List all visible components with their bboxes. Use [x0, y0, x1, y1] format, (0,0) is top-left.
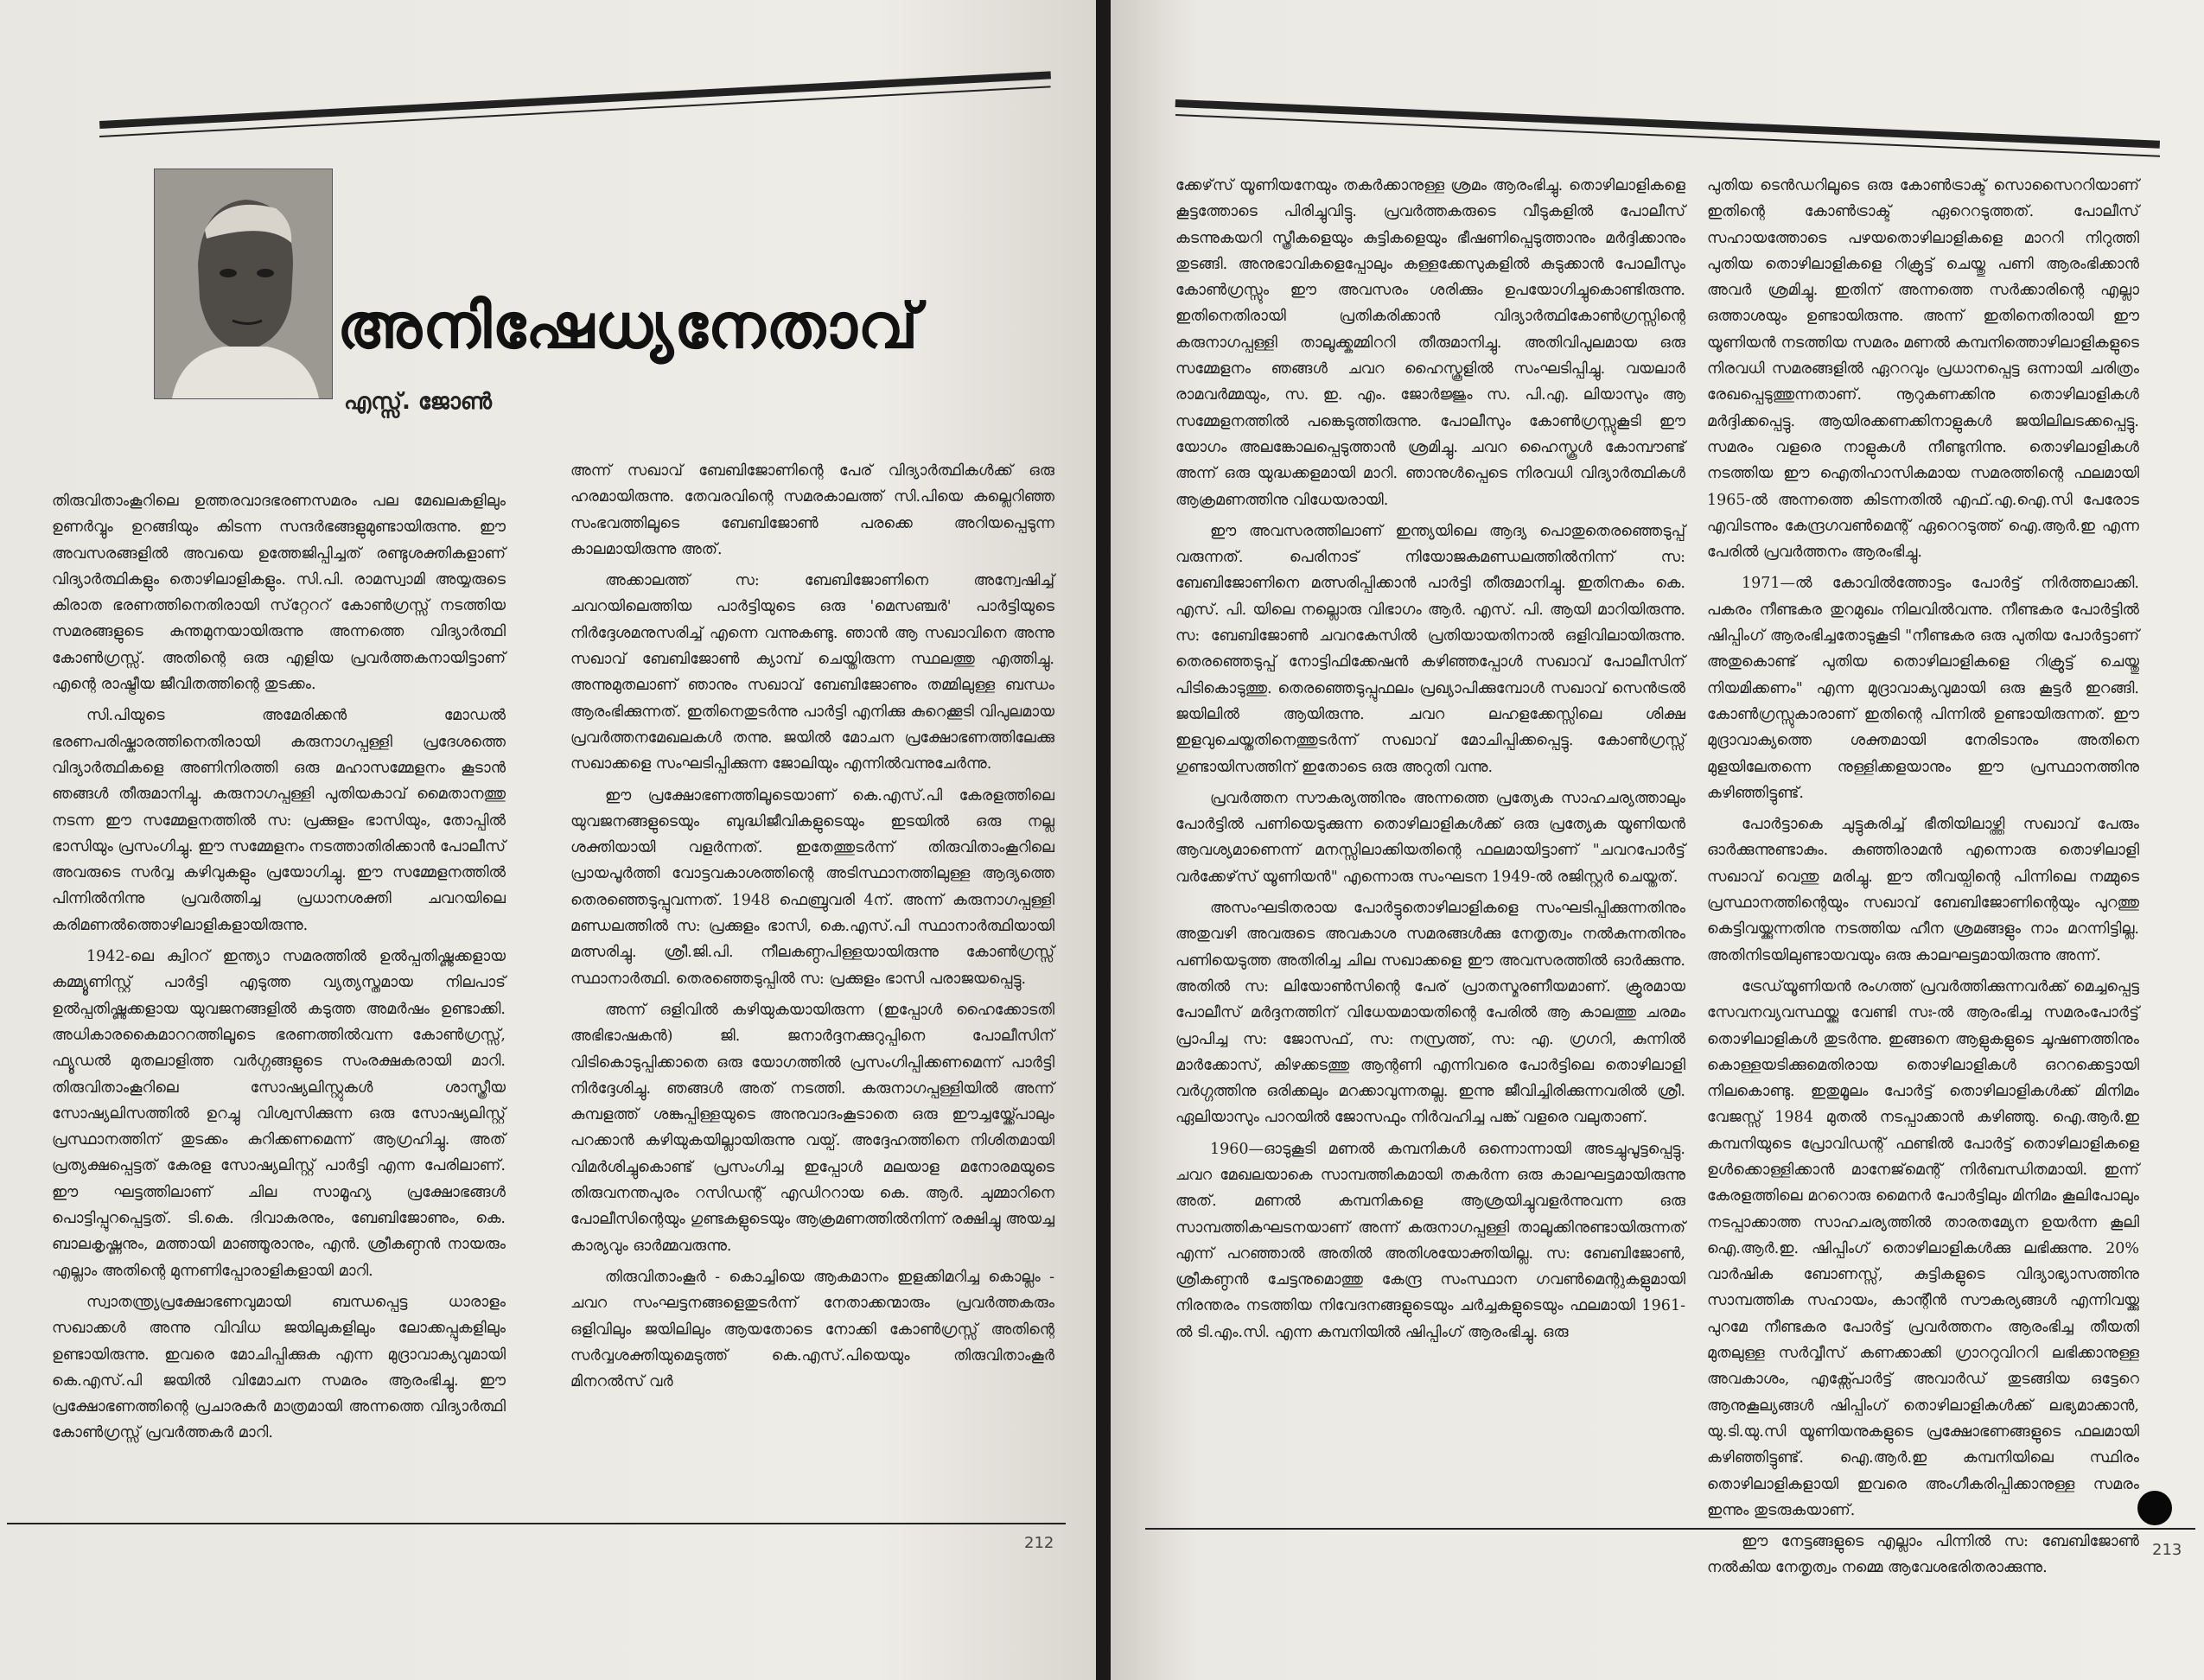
- paragraph: പോർട്ടാകെ ചുട്ടുകരിച്ച് ഭീതിയിലാഴ്ത്തി സഖാവ് പേരും ഓർക്കുന്നുണ്ടാകും. കുഞ്ഞിരാമൻ എന്നൊരു തൊഴിലാളി സഖാവ് വെന്തു മരിച്ചു. ഈ തീവയ്പിന്റെ പിന്നിലെ നമ്മുടെ പ്രസ്ഥാനത്തിന്റെയും സഖാവ് ബേബിജോണിന്റെയും പുറത്തു കെട്ടിവയ്ക്കുന്നതിനു നടത്തിയ ഹീന ശ്രമങ്ങളും നാം മറന്നിട്ടില്ല. അതിനിടയിലുണ്ടായവയും ഒരു കാലഘട്ടമായിരുന്നു അന്ന്.: [1707, 816, 2139, 964]
- paragraph: 1971—ൽ കോവിൽത്തോട്ടം പോർട്ട് നിർത്തലാക്കി. പകരം നീണ്ടകര തുറമുഖം നിലവിൽവന്നു. നീണ്ടകര പോർട്ടിൽ ഷിപ്പിംഗ് ആരംഭിച്ചതോടുകൂടി "നീണ്ടകര ഒരു പുതിയ പോർട്ടാണ് അതുകൊണ്ട് പുതിയ തൊഴിലാളികളെ റിക്രൂട്ട് ചെയ്തു നിയമിക്കണം" എന്ന മുദ്രാവാക്യവുമായി ഒരു കൂട്ടർ ഇറങ്ങി. കോൺഗ്രസ്സുകാരാണ് ഇതിന്റെ പിന്നിൽ ഉണ്ടായിരുന്നത്. ഈ മുദ്രാവാക്യത്തെ ശക്തമായി നേരിടാനും അതിനെ മുളയിലേതന്നെ നുള്ളിക്കളയാനും ഈ പ്രസ്ഥാനത്തിനു കഴിഞ്ഞിട്ടുണ്ട്.: [1707, 575, 2139, 802]
- paragraph: 1960—ഓടുകൂടി മണൽ കമ്പനികൾ ഒന്നൊന്നായി അടച്ചുപൂട്ടപ്പെട്ടു. ചവറ മേഖലയാകെ സാമ്പത്തികമായി തകർന്ന ഒരു കാലഘട്ടമായിരുന്നു അത്. മണൽ കമ്പനികളെ ആശ്രയിച്ചുവളർന്നുവന്ന ഒരു സാമ്പത്തികഘടനയാണ് അന്ന് കരുനാഗപ്പള്ളി താലൂക്കിനുണ്ടായിരുന്നത് എന്ന് പറഞ്ഞാൽ അതിൽ അതിശയോക്തിയില്ല. സ: ബേബിജോൺ, ശ്രീകണ്ഠൻ ചേട്ടനുമൊത്തു കേന്ദ്ര സംസ്ഥാന ഗവൺമെന്റുകളുമായി നിരന്തരം നടത്തിയ നിവേദനങ്ങളുടെയും ചർച്ചകളുടെയും ഫലമായി 1961-ൽ ടി.എം.സി. എന്ന കമ്പനിയിൽ ഷിപ്പിംഗ് ആരംഭിച്ചു. ഒരു: [1175, 1140, 1685, 1341]
- paragraph: അസംഘടിതരായ പോർട്ടുതൊഴിലാളികളെ സംഘടിപ്പിക്കുന്നതിനും അതുവഴി അവരുടെ അവകാശ സമരങ്ങൾക്കു നേതൃത്വം നൽകുന്നതിനും പണിയെടുത്ത അതിരിച്ച ചില സഖാക്കളെ ഈ അവസരത്തിൽ ഓർക്കുന്നു. അതിൽ സ: ലിയോൺസിന്റെ പേര് പ്രാതസ്മരണീയമാണ്. ക്രൂരമായ പോലീസ് മർദ്ദനത്തിന് വിധേയമായതിന്റെ പേരിൽ ആ കാലത്തു ചരമം പ്രാപിച്ച സ: ജോസഫ്, സ: നസ്രത്ത്, സ: എ. ഗ്രഗറി, കുന്നിൽ മാർക്കോസ്, കിഴക്കടത്തു ആന്റണി എന്നിവരെ പോർട്ടിലെ തൊഴിലാളി വർഗ്ഗത്തിനു ഒരിക്കലും മറക്കാവുന്നതല്ല. ഇന്നു ജീവിച്ചിരിക്കുന്നവരിൽ ശ്രീ. ഏലിയാസും പാറയിൽ ജോസഫും നിർവഹിച്ച പങ്ക് വളരെ വലുതാണ്.: [1175, 900, 1685, 1127]
- paragraph: ഈ പ്രക്ഷോഭണത്തിലൂടെയാണ് കെ.എസ്.പി കേരളത്തിലെ യുവജനങ്ങളുടെയും ബുദ്ധിജീവികളുടെയും ഇടയിൽ ഒരു നല്ല ശക്തിയായി വളർന്നത്. ഇതേത്തുടർന്ന് തിരുവിതാംകൂറിലെ പ്രായപൂർത്തി വോട്ടവകാശത്തിന്റെ അടിസ്ഥാനത്തിലുള്ള ആദ്യത്തെ തെരഞ്ഞെടുപ്പുവന്നത്. 1948 ഫെബ്രുവരി 4ന്. അന്ന് കരുനാഗപ്പള്ളി മണ്ഡലത്തിൽ സ: പ്രക്കുളം ഭാസി, കെ.എസ്.പി സ്ഥാനാർത്ഥിയായി മത്സരിച്ചു. ശ്രീ.ജി.പി. നീലകണ്ഠപിള്ളയായിരുന്നു കോൺഗ്രസ്സ് സ്ഥാനാർത്ഥി. തെരഞ്ഞെടുപ്പിൽ സ: പ്രക്കുളം ഭാസി പരാജയപ്പെട്ടു.: [570, 786, 1054, 988]
- footer-rule: [7, 1523, 1066, 1524]
- paragraph: തിരുവിതാംകൂറിലെ ഉത്തരവാദഭരണസമരം പല മേഖലകളിലും ഉണർവ്വും ഉറങ്ങിയും കിടന്ന സന്ദർഭങ്ങളുമുണ്ടായിരുന്നു. ഈ അവസരങ്ങളിൽ അവയെ ഉത്തേജിപ്പിച്ചത് രണ്ടുശക്തികളാണ് വിദ്യാർത്ഥികളും തൊഴിലാളികളും. സി.പി. രാമസ്വാമി അയ്യരുടെ കിരാത ഭരണത്തിനെതിരായി സ്‌റ്റേററ് കോൺഗ്രസ്സ് നടത്തിയ സമരങ്ങളുടെ കുന്തമുനയായിരുന്നു അന്നത്തെ വിദ്യാർത്ഥി കോൺഗ്രസ്സ്. അതിന്റെ ഒരു എളിയ പ്രവർത്തകനായിട്ടാണ് എന്റെ രാഷ്ട്രീയ ജീവിതത്തിന്റെ തുടക്കം.: [52, 493, 506, 694]
- paragraph: ഈ നേട്ടങ്ങളുടെ എല്ലാം പിന്നിൽ സ: ബേബിജോൺ നൽകിയ നേതൃത്വം നമ്മെ ആവേശഭരിതരാക്കുന്നു.: [1707, 1533, 2139, 1577]
- paragraph: തിരുവിതാംകൂർ - കൊച്ചിയെ ആകമാനം ഇളക്കിമറിച്ച കൊല്ലം - ചവറ സംഘട്ടനങ്ങളെതുടർന്ന് നേതാക്കന്മാരും പ്രവർത്തകരും ഒളിവിലും ജയിലിലും ആയതോടെ നോക്കി കോൺഗ്രസ്സ് അതിന്റെ സർവ്വശക്തിയുമെടുത്ത് കെ.എസ്.പിയെയും തിരുവിതാംകൂർ മിനറൽസ് വർ: [570, 1268, 1054, 1391]
- article-title: അനിഷേധ്യനേതാവ്: [337, 290, 920, 362]
- paragraph: അന്ന് ഒളിവിൽ കഴിയുകയായിരുന്ന (ഇപ്പോൾ ഹൈക്കോടതി അഭിഭാഷകൻ) ജി. ജനാർദ്ദനക്കുറുപ്പിനെ പോലീസിന് വിടികൊടുപ്പിക്കാതെ ഒരു യോഗത്തിൽ പ്രസംഗിപ്പിക്കണമെന്ന് പാർട്ടി നിർദ്ദേശിച്ചു. ഞങ്ങൾ അത് നടത്തി. കരുനാഗപ്പള്ളിയിൽ അന്ന് കുമ്പളത്ത് ശങ്കുപ്പിള്ളയുടെ അനുവാദംകൂടാതെ ഒരു ഈച്ചയ്ക്ക്പോലും പറക്കാൻ കഴിയുകയില്ലായിരുന്നു വയ്പ്. അദ്ദേഹത്തിനെ നിശിതമായി വിമർശിച്ചുകൊണ്ട് പ്രസംഗിച്ച ഇപ്പോൾ മലയാള മനോരമയുടെ തിരുവനന്തപുരം റസിഡന്റ് എഡിററായ കെ. ആർ. ചുമ്മാറിനെ പോലീസിന്റെയും ഗുണ്ടകളുടെയും ആക്രമണത്തിൽനിന്ന് രക്ഷിച്ചു അയച്ച കാര്യവും ഓർമ്മവരുന്നു.: [570, 1001, 1054, 1255]
- left-page: [0, 0, 1096, 1680]
- column-2: [570, 458, 1054, 1400]
- column-1: [52, 488, 506, 1452]
- header-rule-thin: [99, 86, 1051, 137]
- author-photo: [154, 169, 333, 399]
- paragraph: പ്രവർത്തന സൗകര്യത്തിനും അന്നത്തെ പ്രത്യേക സാഹചര്യത്താലും പോർട്ടിൽ പണിയെടുക്കുന്ന തൊഴിലാളികൾക്ക് ഒരു പ്രത്യേക യൂണിയൻ ആവശ്യമാണെന്ന് മനസ്സിലാക്കിയതിന്റെ ഫലമായിട്ടാണ് "ചവറപോർട്ട് വർക്കേഴ്‌സ് യൂണിയൻ" എന്നൊരു സംഘടന 1949-ൽ രജിസ്റ്റർ ചെയ്തത്.: [1175, 789, 1685, 886]
- header-rule: [1175, 99, 2160, 149]
- article-author: എസ്സ്. ജോൺ: [344, 389, 493, 415]
- right-page: [1111, 0, 2204, 1680]
- paragraph: സ്വാതന്ത്ര്യപ്രക്ഷോഭണവുമായി ബന്ധപ്പെട്ട ധാരാളം സഖാക്കൾ അന്നു വിവിധ ജയിലുകളിലും ലോക്കപ്പുകളിലും ഉണ്ടായിരുന്നു. ഇവരെ മോചിപ്പിക്കുക എന്ന മുദ്രാവാക്യവുമായി കെ.എസ്.പി ജയിൽ വിമോചന സമരം ആരംഭിച്ചു. ഈ പ്രക്ഷോഭണത്തിന്റെ പ്രചാരകർ മാത്രമായി അന്നത്തെ വിദ്യാർത്ഥി കോൺഗ്രസ്സ് പ്രവർത്തകർ മാറി.: [52, 1293, 506, 1442]
- paragraph: 1942-ലെ ക്വിററ് ഇന്ത്യാ സമരത്തിൽ ഉൽപ്പതിഷ്ണുക്കളായ കമ്മ്യൂണിസ്റ്റ് പാർട്ടി എടുത്ത വ്യത്യസ്തമായ നിലപാട് ഉൽപ്പതിഷ്ണുക്കളായ യുവജനങ്ങളിൽ കടുത്ത അമർഷം ഉണ്ടാക്കി. അധികാരകൈമാററത്തിലൂടെ ഭരണത്തിൽവന്ന കോൺഗ്രസ്സ്, ഫ്യൂഡൽ മുതലാളിത്ത വർഗ്ഗങ്ങളുടെ സംരക്ഷകരായി മാറി. തിരുവിതാംകൂറിലെ സോഷ്യലിസ്റ്റുകൾ ശാസ്ത്രീയ സോഷ്യലിസത്തിൽ ഉറച്ചു വിശ്വസിക്കുന്ന ഒരു സോഷ്യലിസ്റ്റ് പ്രസ്ഥാനത്തിന് തുടക്കം കുറിക്കണമെന്ന് ആഗ്രഹിച്ചു. അത് പ്രത്യക്ഷപ്പെട്ടത് കേരള സോഷ്യലിസ്റ്റ് പാർട്ടി എന്ന പേരിലാണ്. ഈ ഘട്ടത്തിലാണ് ചില സാമൂഹ്യ പ്രക്ഷോഭങ്ങൾ പൊട്ടിപ്പുറപ്പെട്ടത്. ടി.കെ. ദിവാകരനും, ബേബിജോണും, കെ. ബാലകൃഷ്ണനും, മത്തായി മാഞ്ഞൂരാനും, എൻ. ശ്രീകണ്ഠൻ നായരും എല്ലാം അതിന്റെ മുന്നണിപ്പോരാളികളായി മാറി.: [52, 948, 506, 1280]
- paragraph: സി.പിയുടെ അമേരിക്കൻ മോഡൽ ഭരണപരിഷ്കാരത്തിനെതിരായി കരുനാഗപ്പള്ളി പ്രദേശത്തെ വിദ്യാർത്ഥികളെ അണിനിരത്തി ഒരു മഹാസമ്മേളനം കൂടാൻ ഞങ്ങൾ തീരുമാനിച്ചു. കരുനാഗപ്പള്ളി പുതിയകാവ് മൈതാനത്തു നടന്ന ഈ സമ്മേളനത്തിൽ സ: പ്രക്കുളം ഭാസിയും, തോപ്പിൽ ഭാസിയും പ്രസംഗിച്ചു. ഈ സമ്മേളനം നടത്താതിരിക്കാൻ പോലീസ് അവരുടെ സർവ്വ കഴിവുകളും പ്രയോഗിച്ചു. ഈ സമ്മേളനത്തിൽ പിന്നിൽനിന്നു പ്രവർത്തിച്ച പ്രധാനശക്തി ചവറയിലെ കരിമണൽത്തൊഴിലാളികളായിരുന്നു.: [52, 707, 506, 934]
- paragraph: അന്ന് സഖാവ് ബേബിജോണിന്റെ പേര് വിദ്യാർത്ഥികൾക്ക് ഒരു ഹരമായിരുന്നു. തേവരവിന്റെ സമരകാലത്ത് സി.പിയെ കല്ലെറിഞ്ഞ സംഭവത്തിലൂടെ ബേബിജോൺ പരക്കെ അറിയപ്പെടുന്ന കാലമായിരുന്നു അത്.: [570, 462, 1054, 558]
- paragraph: ട്രേഡ്‌യൂണിയൻ രംഗത്ത് പ്രവർത്തിക്കുന്നവർക്ക് മെച്ചപ്പെട്ട സേവനവ്യവസ്ഥയ്ക്കു വേണ്ടി സഃ-ൽ ആരംഭിച്ച സമരംപോർട്ട് തൊഴിലാളികൾ തുടർന്നു. ഇങ്ങനെ ആളുകളുടെ ചൂഷണത്തിനും കൊള്ളയടിക്കുമെതിരായ തൊഴിലാളികൾ ഒററക്കെട്ടായി നിലകൊണ്ടു. ഇതുമൂലം പോർട്ട് തൊഴിലാളികൾക്ക് മിനിമം വേജസ്സ് 1984 മുതൽ നടപ്പാക്കാൻ കഴിഞ്ഞു. ഐ.ആർ.ഇ കമ്പനിയുടെ പ്രോവിഡന്റ് ഫണ്ടിൽ പോർട്ട് തൊഴിലാളികളെ ഉൾക്കൊള്ളിക്കാൻ മാനേജ്‌മെന്റ് നിർബന്ധിതമായി. ഇന്ന് കേരളത്തിലെ മററൊരു മൈനർ പോർട്ടിലും മിനിമം കൂലിപോലും നടപ്പാക്കാത്ത സാഹചര്യത്തിൽ താരതമ്യേന ഉയർന്ന കൂലി ഐ.ആർ.ഇ. ഷിപ്പിംഗ് തൊഴിലാളികൾക്കു ലഭിക്കുന്നു. 20% വാർഷിക ബോണസ്സ്, കുട്ടികളുടെ വിദ്യാഭ്യാസത്തിനു സാമ്പത്തിക സഹായം, കാന്റീൻ സൗകര്യങ്ങൾ എന്നിവയ്ക്കു പുറമേ നീണ്ടകര പോർട്ട് പ്രവർത്തനം ആരംഭിച്ച തീയതി മുതലുള്ള സർവ്വീസ് കണക്കാക്കി ഗ്രാററുവിററി ലഭിക്കാനുള്ള അവകാശം, എക്സ്പോർട്ട് അവാർഡ് തുടങ്ങിയ ഒട്ടേറെ ആനുകൂല്യങ്ങൾ ഷിപ്പിംഗ് തൊഴിലാളികൾക്ക് ലഭ്യമാക്കാൻ, യു.ടി.യു.സി യൂണിയനുകളുടെ പ്രക്ഷോഭണങ്ങളുടെ ഫലമായി കഴിഞ്ഞിട്ടുണ്ട്. ഐ.ആർ.ഇ കമ്പനിയിലെ സ്ഥിരം തൊഴിലാളികളായി ഇവരെ അംഗീകരിപ്പിക്കാനുള്ള സമരം ഇന്നും തുടരുകയാണ്.: [1707, 977, 2139, 1519]
- column-4: [1707, 173, 2139, 1587]
- footer-rule: [1145, 1528, 2195, 1530]
- column-3: [1175, 173, 1685, 1351]
- paragraph: ക്കേഴ്‌സ് യൂണിയനേയും തകർക്കാനുള്ള ശ്രമം ആരംഭിച്ചു. തൊഴിലാളികളെ കൂട്ടത്തോടെ പിരിച്ചുവിട്ടു. പ്രവർത്തകരുടെ വീടുകളിൽ പോലീസ് കടന്നുകയറി സ്ത്രീകളെയും കുട്ടികളെയും ഭീഷണിപ്പെടുത്താനും മർദ്ദിക്കാനും തുടങ്ങി. അനുഭാവികളെപ്പോലും കള്ളക്കേസുകളിൽ കുടുക്കാൻ പോലീസും കോൺഗ്രസ്സും ഈ അവസരം ശരിക്കും ഉപയോഗിച്ചുകൊണ്ടിരുന്നു. ഇതിനെതിരായി പ്രതികരിക്കാൻ വിദ്യാർത്ഥികോൺഗ്രസ്സിന്റെ കരുനാഗപ്പള്ളി താലൂക്ക്കമ്മിററി തീരുമാനിച്ചു. അതിവിപുലമായ ഒരു സമ്മേളനം ഞങ്ങൾ ചവറ ഹൈസ്കൂളിൽ സംഘടിപ്പിച്ചു. വയലാർ രാമവർമ്മയും, സ. ഇ. എം. ജോർജ്ജും സ. പി.എ. ലിയാസും ആ സമ്മേളനത്തിൽ പങ്കെടുത്തിരുന്നു. പോലീസും കോൺഗ്രസ്സുകൂടി ഈ യോഗം അലങ്കോലപ്പെടുത്താൻ ശ്രമിച്ചു. ചവറ ഹൈസ്കൂൾ കോമ്പൗണ്ട് അന്ന് ഒരു യുദ്ധക്കളമായി മാറി. ഞാനുൾപ്പെടെ നിരവധി വിദ്യാർത്ഥികൾ ആക്രമണത്തിനു വിധേയരായി.: [1175, 177, 1685, 509]
- paragraph: ഈ അവസരത്തിലാണ് ഇന്ത്യയിലെ ആദ്യ പൊതുതെരഞ്ഞെടുപ്പ് വരുന്നത്. പെരിനാട് നിയോജകമണ്ഡലത്തിൽനിന്ന് സ: ബേബിജോണിനെ മത്സരിപ്പിക്കാൻ പാർട്ടി തീരുമാനിച്ചു. ഇതിനകം കെ. എസ്. പി. യിലെ നല്ലൊരു വിഭാഗം ആർ. എസ്. പി. ആയി മാറിയിരുന്നു. സ: ബേബിജോൺ ചവറകേസിൽ പ്രതിയായതിനാൽ ഒളിവിലായിരുന്നു. തെരഞ്ഞെടുപ്പ് നോട്ടിഫിക്കേഷൻ കഴിഞ്ഞപ്പോൾ സഖാവ് പോലീസിന് പിടികൊടുത്തു. തെരഞ്ഞെടുപ്പുഫലം പ്രഖ്യാപിക്കുമ്പോൾ സഖാവ് സെൻട്രൽ ജയിലിൽ ആയിരുന്നു. ചവറ ലഹളക്കേസ്സിലെ ശിക്ഷ ഇളവുചെയ്തതിനെത്തുടർന്ന് സഖാവ് മോചിപ്പിക്കപ്പെട്ടു. കോൺഗ്രസ്സ് ഗുണ്ടായിസത്തിന് ഇതോടെ ഒരു അറുതി വന്നു.: [1175, 522, 1685, 776]
- paragraph: പുതിയ ടെൻഡറിലൂടെ ഒരു കോൺട്രാക്ട് സൊസൈററിയാണ് ഇതിന്റെ കോൺട്രാക്ട് ഏറെറടുത്തത്. പോലീസ് സഹായത്തോടെ പഴയതൊഴിലാളികളെ മാററി നിറുത്തി പുതിയ തൊഴിലാളികളെ റിക്രൂട്ട് ചെയ്തു പണി ആരംഭിക്കാൻ അവർ ശ്രമിച്ചു. ഇതിന് അന്നത്തെ സർക്കാരിന്റെ എല്ലാ ഒത്താശയും ഉണ്ടായിരുന്നു. അന്ന് ഇതിനെതിരായി ഈ യൂണിയൻ നടത്തിയ സമരം മണൽ കമ്പനിത്തൊഴിലാളികളുടെ നിരവധി സമരങ്ങളിൽ ഏററവും പ്രധാനപ്പെട്ട ഒന്നായി ചരിത്രം രേഖപ്പെടുത്തുന്നതാണ്. നൂറുകണക്കിനു തൊഴിലാളികൾ മർദ്ദിക്കപ്പെട്ടു. ആയിരക്കണക്കിനാളുകൾ ജയിലിലടക്കപ്പെട്ടു. സമരം വളരെ നാളുകൾ നീണ്ടുനിന്നു. തൊഴിലാളികൾ നടത്തിയ ഈ ഐതിഹാസികമായ സമരത്തിന്റെ ഫലമായി 1965-ൽ അന്നത്തെ കിടന്നതിൽ എഫ്.എ.ഐ.സി പേരോട എവിടന്നും കേന്ദ്രഗവൺമെന്റ് ഏറെറടുത്ത് ഐ.ആർ.ഇ എന്ന പേരിൽ പ്രവർത്തനം ആരംഭിച്ചു.: [1707, 177, 2139, 562]
- paragraph: അക്കാലത്ത് സ: ബേബിജോണിനെ അന്വേഷിച്ച് ചവറയിലെത്തിയ പാർട്ടിയുടെ ഒരു 'മെസഞ്ചർ' പാർട്ടിയുടെ നിർദ്ദേശമനുസരിച്ച് എന്നെ വന്നുകണ്ടു. ഞാൻ ആ സഖാവിനെ അന്നു സഖാവ് ബേബിജോൺ ക്യാമ്പ് ചെയ്തിരുന്ന സ്ഥലത്തു എത്തിച്ചു. അന്നുമുതലാണ് ഞാനും സഖാവ് ബേബിജോണും തമ്മിലുള്ള ബന്ധം ആരംഭിക്കുന്നത്. ഇതിനെതുടർന്നു പാർട്ടി എനിക്കു കുറെക്കൂടി വിപുലമായ പ്രവർത്തനമേഖലകൾ തന്നു. ജയിൽ മോചന പ്രക്ഷോഭണത്തിലേക്കു സഖാക്കളെ സംഘടിപ്പിക്കുന്ന ജോലിയും എന്നിൽവന്നുചേർന്നു.: [570, 572, 1054, 773]
- end-mark: [2137, 1491, 2172, 1525]
- page-number-left: 212: [1024, 1534, 1054, 1552]
- header-rule: [99, 71, 1051, 129]
- page-number-right: 213: [2152, 1541, 2182, 1559]
